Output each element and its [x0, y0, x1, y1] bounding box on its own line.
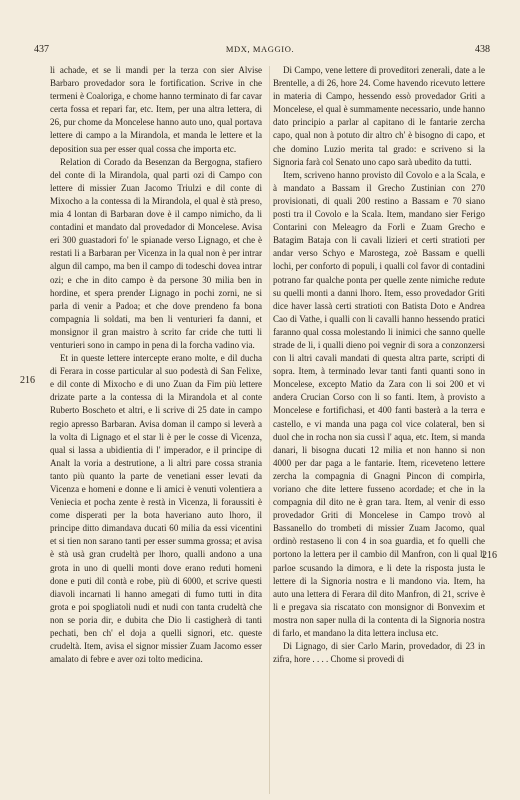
right-column: [273, 64, 485, 666]
margin-column-number-right: 216: [482, 550, 497, 561]
paragraph-right-2: Item, scriveno hanno provisto dil Covolo e a la Scala, e à mandato a Bassam il Grecho Zustinian con 270 provisionati, di quali 200 restino a Bassam e 70 siano posti tra il Covolo e la Scala. Item, mandano sier Ferigo Contarini con Meleagro da Forli e Zuam Grecho e Batagim Bataja con li cavali lizieri et certi stratioti per andar verso Schyo e Marostega, zoè Bassam e quelli lochi, per conforto di populi, i qualli col favor di contadini potrano far qualche ponta per quelle zente nimiche redute su quelli monti a danni lhoro. Item, esso provedador Griti dice haver lassà certi stratioti con Batista Doto e Andrea Cao di Vathe, i qualli con li cavalli hanno hessendo pratici faranno qual cossa molestando li inimici che sanno quelle strade de li, i qualli dieno poi vegnir di sora a conzonzersi con li altri cavali mandati di questa altra parte, scripti di sopra. Item, à terminado levar tanti fanti quanti sono in Moncelese, excepto Matio da Zara con li soi 200 et vi andera Crucian Corso con li so fanti. Item, à provisto a Moncelese e fortifichasi, et 400 fanti basterà a la terra e castello, e vi manda una paga col vice colateral, ben si duol che in rocha non sia cussì l' aqua, etc. Item, si manda danari, li bisogna ducati 12 milia et non hanno si non 4000 per dar paga a le fantarie. Item, riceveteno lettere zercha la compagnia di Gnagni Pincon di compirla, voriano che dite lettere fusseno acordade; et che in la compagnia dil dito ne è gran tara. Item, al venir di esso provedador Griti di Moncelese in Campo trovò al Bassanello do trombeti di missier Zuam Jacomo, qual ordinò restaseno li con 4 in soa guardia, et fo quelli che portono la lettera per il cambio dil Manfron, con li qual li parloe scusando la dimora, e li dete la risposta justa le lettere di la Signoria nostra e li mandono via. Item, ha auto una lettera di Ferara dil dito Manfron, di 21, scrive è li e pregava sia riscatato con monsignor di Bonvexim et mostra non saper nulla di la contenta di la Signoria nostra di farlo, et mandano la dita lettera inclusa etc.: [273, 169, 485, 639]
paragraph-right-1: Di Campo, vene lettere di proveditori zenerali, date a le Brentelle, a di 26, hore 24. Come havendo ricevuto lettere in materia di Campo, hessendo essò provedador Griti a Moncelese, el qual è summamente necessario, unde hanno dato principio a parlar al capitano di le fantarie zercha capo, qual non à potuto dir altro ch' è bisogno di capo, et che domino Luzio merita tal grado: e scriveno si la Signoria farà col Senato uno capo sarà ubedito da tutti.: [273, 65, 485, 167]
paragraph-left-1: li achade, et se li mandi per la terza con sier Alvise Barbaro provedador sora le fortification. Scrive in che termeni è Coaloriga, e chome hanno terminato di far cavar certa fossa et repari far, etc. Item, per una altra lettera, di 26, pur chome da Moncelese hanno auto uno, qual portava lettere di campo a la Mirandola, et manda le lettere et la deposition sua per esser qual cossa che importa etc.: [50, 65, 262, 154]
paragraph-right-3: Di Lignago, di sier Carlo Marin, provedador, di 23 in zifra, hore . . . . Chome si provedi di: [273, 641, 485, 665]
page-header: [30, 44, 490, 58]
paragraph-left-3: Et in queste lettere intercepte erano molte, e dil ducha di Ferara in cosse particular al suo podestà di San Felixe, e dil conte di Mixocho e di uno Zuan da Fim più lettere drizate parte a la contessa di la Mirandola et al conte Ruberto Boscheto et altri, e li scrive di 25 date in campo regio apresso Barbaran. Avisa doman il campo si leverà a la volta di Lignago et el star li è per le cosse di Vicenza, qual si lassa a ubidientia di l' imperador, e il principe di Analt la voria a destrutione, a li altri pare cossa strania tanto più quanto la parte de venetiani esser levati da Vicenza e homeni e donne e li amici è venuti volentiera a Veniecia et pocha zente è restà in Vicenza, li foraussiti è come disperati per la bota haveriano auto lhoro, il principe ditto dimandava ducati 60 milia da essi vicentini et si tien non sarano tanti per esser summa grossa; et avisa è stà usà gran crudeltà per lhoro, qualli andono a una grota in uno di quelli monti dove erano reduti homeni done e puti dil contà e robe, più di 6000, et scrive questi diavoli incarnati li hanno amegati di fumo tutti in dita grota e poi spogliatoli nudi et nudi con tanta crudeltà che non se poria dir, e dubita che Dio li castigherà di tanti pechati, ben ch' el doja a quelli signori, etc. queste crudeltà. Item, avisa el signor missier Zuam Jacomo esser amalato di febre e aver ozi tolto medicina.: [50, 353, 262, 665]
margin-column-number-left: 216: [20, 375, 35, 386]
page-number-left: 437: [34, 44, 49, 55]
left-column: [50, 64, 262, 666]
running-title: MDX, MAGGIO.: [225, 44, 295, 54]
column-divider: [269, 66, 270, 794]
paragraph-left-2: Relation di Corado da Besenzan da Bergogna, stafiero del conte di la Mirandola, qual parti ozi di Campo con lettere di missier Zuan Jacomo Triulzi e dil conte di Mixocho a la contessa di la Mirandola, el qual è stà preso, mia 4 lontan di Barbaran dove è il campo nimicho, da li contadini et mandato dal provedador di Moncelese. Avisa eri 300 guastadori fo' le spianade verso Lignago, et che è restati li a Barbaran per Vicenza in la qual non è per intrar algun dil campo, ma ben il campo di todeschi dovea intrar ozi; e che in dito campo è da persone 30 milia ben in hordine, et spera prender Lignago in pochi zorni, ne si parla di venir a Padoa; et che dove prendeno fa bona compagnia li soldati, ma ben li venturieri fa danni, et monsignor il gran maistro à scrito far cride che tutti li venturieri sono in campo in pena di la forcha vadino via.: [50, 156, 262, 350]
page-number-right: 438: [475, 44, 490, 55]
